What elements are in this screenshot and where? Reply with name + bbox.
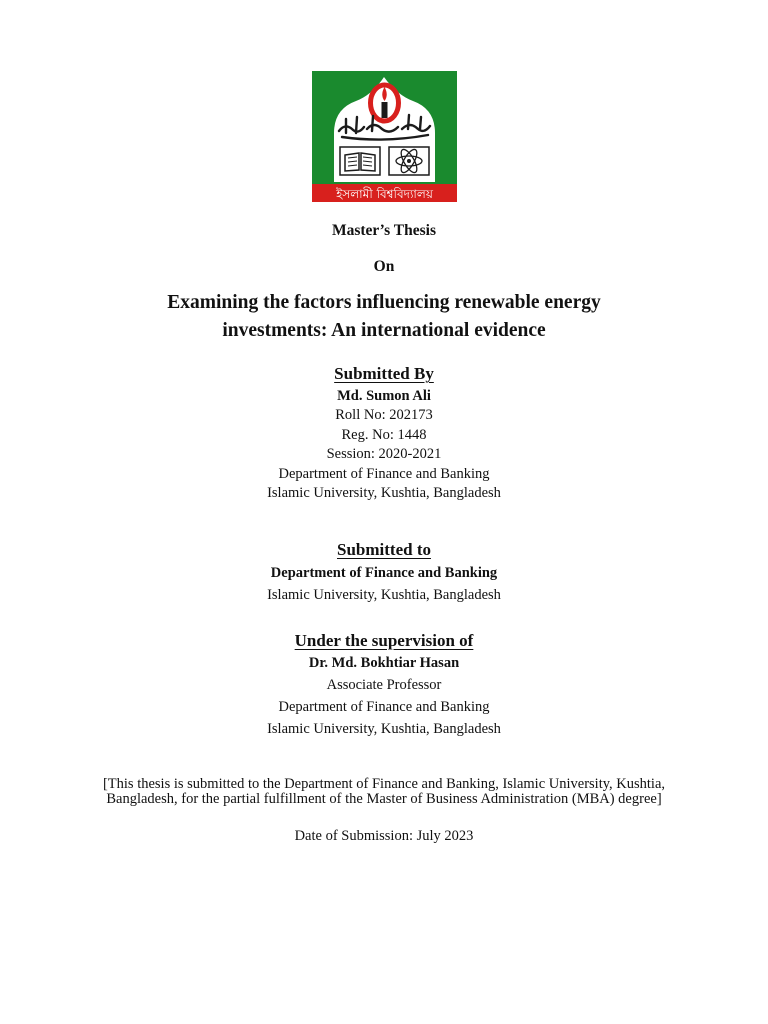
- university-logo: [312, 71, 457, 202]
- roll-number: Roll No: 202173: [335, 407, 433, 423]
- submitted-by-heading: Submitted By: [334, 364, 434, 383]
- date-of-submission: Date of Submission: July 2023: [294, 828, 474, 844]
- submitted-to-university: Islamic University, Kushtia, Bangladesh: [267, 587, 501, 603]
- supervisor-university: Islamic University, Kushtia, Bangladesh: [267, 721, 501, 737]
- logo-caption: ইসলামী বিশ্ববিদ্যালয়: [336, 187, 433, 201]
- thesis-title-line-2: investments: An international evidence: [222, 320, 546, 341]
- supervisor-name: Dr. Md. Bokhtiar Hasan: [308, 655, 460, 671]
- student-name: Md. Sumon Ali: [337, 388, 431, 404]
- registration-number: Reg. No: 1448: [341, 427, 427, 443]
- thesis-title-line-1: Examining the factors influencing renewable energy: [167, 292, 601, 313]
- student-department: Department of Finance and Banking: [278, 466, 490, 482]
- submission-note-line-2: Bangladesh, for the partial fulfillment of the Master of Business Administration (MBA) degree]: [106, 791, 662, 807]
- submitted-to-department: Department of Finance and Banking: [270, 565, 498, 581]
- on-label: On: [373, 258, 395, 275]
- submitted-to-heading: Submitted to: [337, 540, 431, 559]
- supervisor-department: Department of Finance and Banking: [278, 699, 490, 715]
- thesis-type: Master’s Thesis: [331, 222, 437, 239]
- supervisor-designation: Associate Professor: [326, 677, 442, 693]
- supervision-heading: Under the supervision of: [294, 631, 474, 650]
- student-university: Islamic University, Kushtia, Bangladesh: [267, 485, 501, 501]
- session: Session: 2020-2021: [326, 446, 442, 462]
- submission-note-line-1: [This thesis is submitted to the Department of Finance and Banking, Islamic University, Kushtia,: [102, 776, 666, 792]
